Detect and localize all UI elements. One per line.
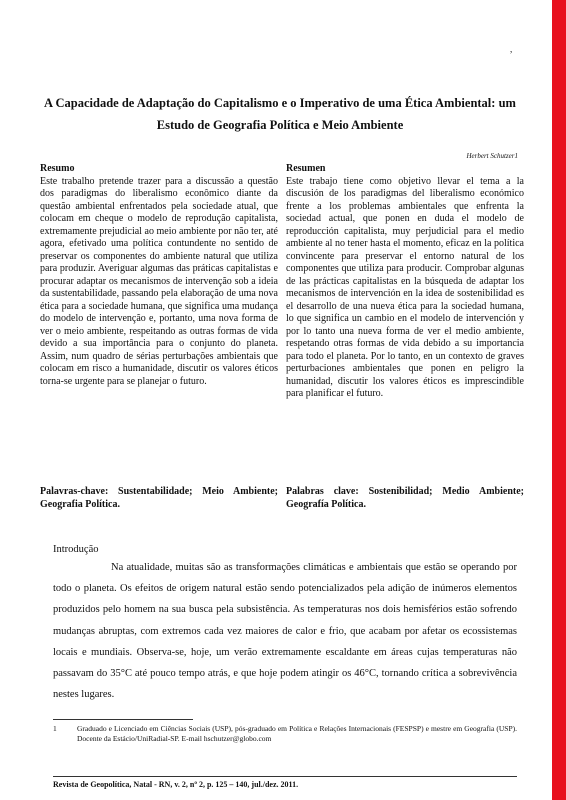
- footnote-divider: [53, 719, 193, 720]
- resumo-body: Este trabalho pretende trazer para a discussão a questão dos paradigmas do liberalismo econômico diante da questão ambiental enfrentados pela sociedade atual, que colocam em cheque o modelo de reprodução capitalista, extremamente prejudicial ao meio ambiente por não ter, até agora, efetivado uma política contundente no sentido de preservar os componentes do ambiente natural que utiliza para produzir. Averiguar algumas das práticas capitalistas e procurar adaptar os mecanismos de intervenção sob a ideia da sustentabilidade, passando pela elaboração de uma nova ética para a sociedade humana, que significa uma mudança do modelo de intervenção e, portanto, uma nova forma de ver o meio ambiente, respeitando as outras formas de vida devido a sua importância para o conjunto do planeta. Assim, num quadro de sérias perturbações ambientais que colocam em risco a humanidade, discutir os valores éticos torna-se urgente para se planejar o futuro.: [40, 175, 278, 387]
- resumen-body: Este trabajo tiene como objetivo llevar el tema a la discusión de los paradigmas del liberalismo económico frente a los problemas ambientales que enfrenta la sociedad actual, que ponen en duda el modelo de reproducción capitalista, muy perjudicial para el medio ambiente al no tener hasta el momento, eficaz en la política convincente para preservar el entorno natural de los componentes que utiliza para producir. Comprobar algunas de las prácticas capitalistas en la búsqueda de adaptar los mecanismos de intervención en la idea de sostenibilidad es el desarrollo de una nueva ética para la sociedad humana, lo que significa un cambio en el modelo de intervención y por lo tanto una nueva forma de ver el medio ambiente, respetando otras formas de vida debido a su importancia para todo el planeta. Por lo tanto, en un contexto de graves perturbaciones ambientales que ponen en peligro la humanidad, discutir los valores éticos es imprescindible para planificar el futuro.: [286, 175, 524, 399]
- footnote: [53, 724, 517, 744]
- footer-divider: [53, 776, 517, 777]
- resumen-heading: Resumen: [286, 163, 326, 174]
- journal-footer: Revista de Geopolítica, Natal - RN, v. 2, nº 2, p. 125 – 140, jul./dez. 2011.: [53, 780, 299, 789]
- resumen-section: [286, 163, 524, 401]
- resumo-heading: Resumo: [40, 163, 75, 174]
- resumo-section: [40, 163, 278, 388]
- palavras-chave: Palavras-chave: Sustentabilidade; Meio Ambiente; Geografia Política.: [40, 486, 278, 510]
- introducao-heading: Introdução: [53, 544, 99, 555]
- red-margin-bar: [552, 0, 566, 800]
- article-title: A Capacidade de Adaptação do Capitalismo e o Imperativo de uma Ética Ambiental: um Estudo de Geografia Política e Meio Ambiente: [44, 96, 516, 132]
- introducao-body: Na atualidade, muitas são as transformações climáticas e ambientais que estão se operando por todo o planeta. Os efeitos de origem natural estão sendo potencializados pela adição de inúmeros elementos produzidos pelo homem na sua busca pela subsistência. As temperaturas nos dois hemisférios estão sofrendo mudanças abruptas, com extremos cada vez maiores de calor e frio, que acabam por afetar os ecossistemas locais e mundiais. Observa-se, hoje, um verão extremamente escaldante em áreas cujas temperaturas não passavam do 35°C até pouco tempo atrás, e que hoje podem atingir os 46°C, tornando crítica a sobrevivência nestes lugares.: [53, 562, 517, 701]
- page-tick-mark: ,: [510, 44, 513, 54]
- author-name: Herbert Schutzer1: [466, 152, 518, 160]
- footnote-text: Graduado e Licenciado em Ciências Sociais (USP), pós-graduado em Política e Relações Internacionais (FESPSP) e mestre em Geografia (USP). Docente da Estácio/UniRadial-SP. E-mail hschutzer@globo.com: [77, 724, 517, 743]
- palabras-clave: Palabras clave: Sostenibilidad; Medio Ambiente; Geografía Política.: [286, 486, 524, 510]
- footnote-number: 1: [53, 724, 57, 733]
